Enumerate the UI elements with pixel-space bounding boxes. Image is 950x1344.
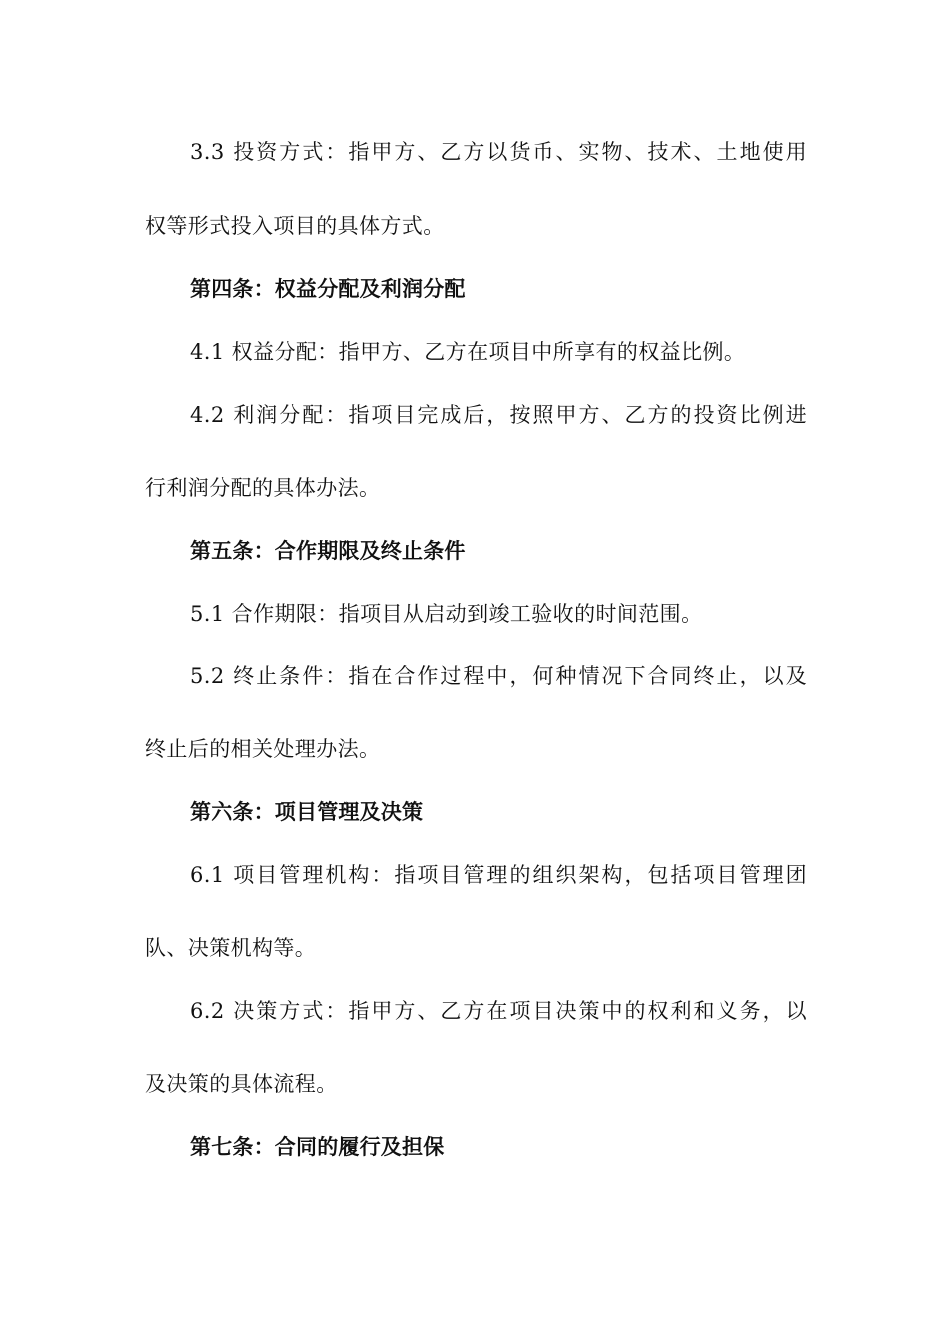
article-7-heading: 第七条：合同的履行及担保	[190, 1135, 445, 1159]
paragraph-3-3-line-1: 3.3 投资方式：指甲方、乙方以货币、实物、技术、土地使用	[190, 140, 807, 164]
paragraph-6-2-line-2: 及决策的具体流程。	[145, 1072, 338, 1096]
paragraph-5-2-line-1: 5.2 终止条件：指在合作过程中，何种情况下合同终止，以及	[190, 664, 807, 688]
paragraph-4-1: 4.1 权益分配：指甲方、乙方在项目中所享有的权益比例。	[190, 340, 746, 364]
paragraph-6-2-line-1: 6.2 决策方式：指甲方、乙方在项目决策中的权利和义务，以	[190, 999, 807, 1023]
paragraph-3-3-line-2: 权等形式投入项目的具体方式。	[145, 214, 445, 238]
paragraph-5-1: 5.1 合作期限：指项目从启动到竣工验收的时间范围。	[190, 602, 703, 626]
paragraph-6-1-line-1: 6.1 项目管理机构：指项目管理的组织架构，包括项目管理团	[190, 863, 807, 887]
paragraph-6-1-line-2: 队、决策机构等。	[145, 936, 317, 960]
article-6-heading: 第六条：项目管理及决策	[190, 800, 424, 824]
article-4-heading: 第四条：权益分配及利润分配	[190, 277, 466, 301]
article-5-heading: 第五条：合作期限及终止条件	[190, 539, 466, 563]
paragraph-5-2-line-2: 终止后的相关处理办法。	[145, 737, 381, 761]
paragraph-4-2-line-2: 行利润分配的具体办法。	[145, 476, 381, 500]
paragraph-4-2-line-1: 4.2 利润分配：指项目完成后，按照甲方、乙方的投资比例进	[190, 403, 807, 427]
